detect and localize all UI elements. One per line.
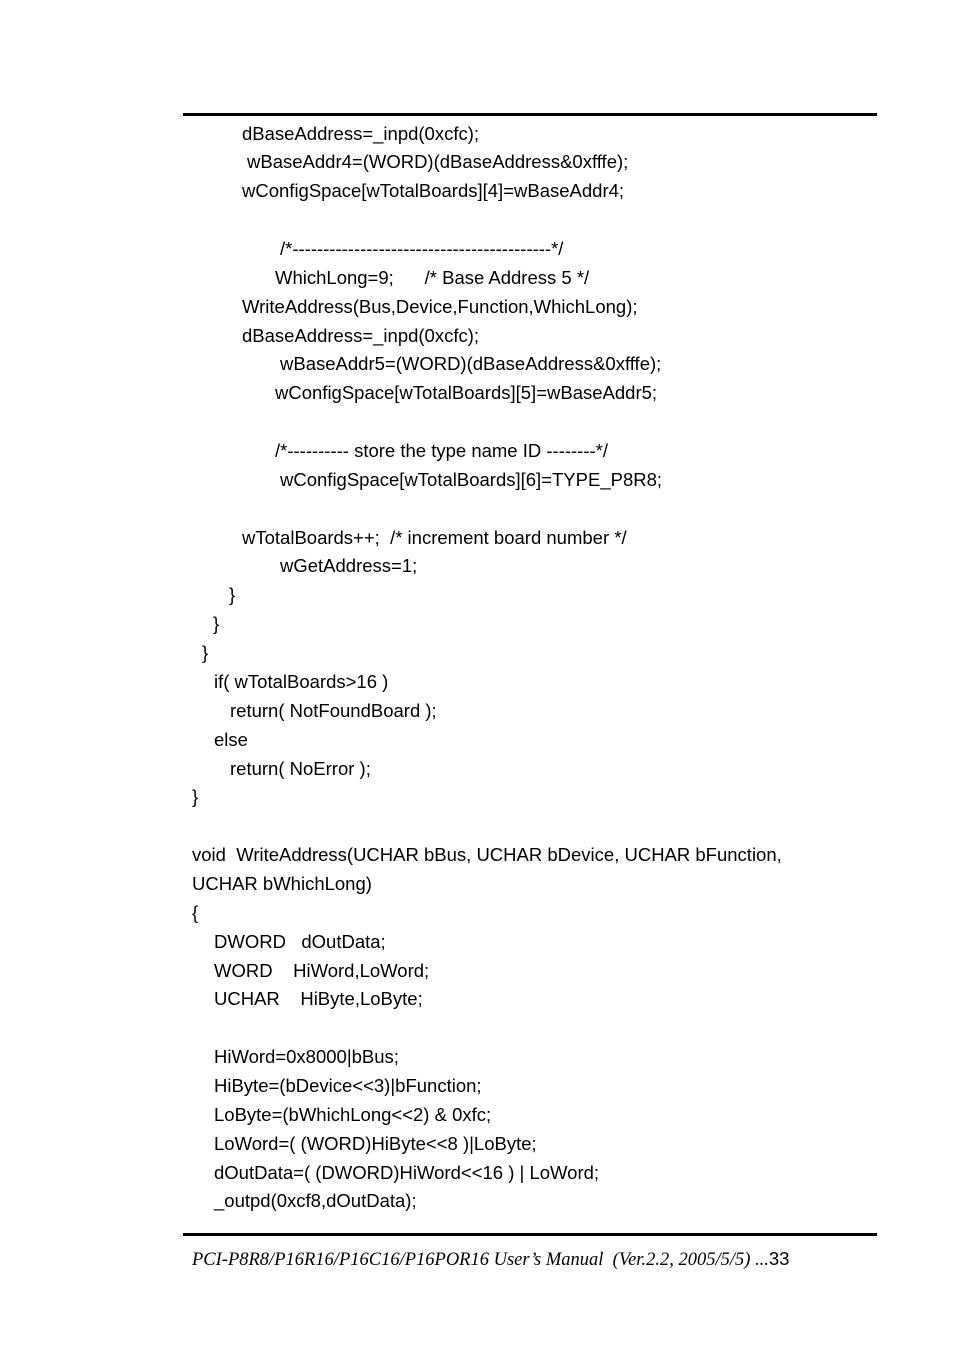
code-line: void WriteAddress(UCHAR bBus, UCHAR bDevice, UCHAR bFunction, (192, 844, 782, 865)
code-line: WriteAddress(Bus,Device,Function,WhichLong); (242, 296, 638, 317)
code-line: DWORD dOutData; (214, 931, 386, 952)
code-line: else (214, 729, 248, 750)
code-line: _outpd(0xcf8,dOutData); (214, 1190, 417, 1211)
code-line: wConfigSpace[wTotalBoards][6]=TYPE_P8R8; (280, 469, 663, 490)
code-line: return( NoError ); (230, 758, 371, 779)
code-line: LoWord=( (WORD)HiByte<<8 )|LoByte; (214, 1133, 537, 1154)
footer-rule (183, 1233, 877, 1236)
code-line: /*------------------------------------------*/ (280, 238, 564, 259)
code-line: } (229, 584, 236, 605)
code-line: wBaseAddr5=(WORD)(dBaseAddress&0xfffe); (280, 353, 662, 374)
code-line: UCHAR HiByte,LoByte; (214, 988, 423, 1009)
footer-title: PCI-P8R8/P16R16/P16C16/P16POR16 User’s Manual (Ver.2.2, 2005/5/5) ... (192, 1250, 769, 1270)
code-line: return( NotFoundBoard ); (230, 700, 437, 721)
code-line: HiWord=0x8000|bBus; (214, 1046, 399, 1067)
code-line: } (192, 786, 199, 807)
page-footer (192, 1248, 789, 1271)
code-line: WhichLong=9; /* Base Address 5 */ (275, 267, 590, 288)
code-line: wGetAddress=1; (280, 555, 418, 576)
code-line: HiByte=(bDevice<<3)|bFunction; (214, 1075, 482, 1096)
code-line: UCHAR bWhichLong) (192, 873, 372, 894)
code-line: dOutData=( (DWORD)HiWord<<16 ) | LoWord; (214, 1162, 600, 1183)
code-line: wConfigSpace[wTotalBoards][4]=wBaseAddr4; (242, 180, 625, 201)
page-number: 33 (768, 1248, 790, 1269)
code-line: wConfigSpace[wTotalBoards][5]=wBaseAddr5; (275, 382, 658, 403)
code-line: } (202, 642, 209, 663)
code-line: if( wTotalBoards>16 ) (214, 671, 389, 692)
code-line: } (213, 613, 220, 634)
code-line: { (192, 902, 199, 923)
code-line: wTotalBoards++; /* increment board number */ (242, 527, 627, 548)
code-line: LoByte=(bWhichLong<<2) & 0xfc; (214, 1104, 492, 1125)
header-rule (183, 113, 877, 116)
code-line: /*---------- store the type name ID --------*/ (275, 440, 608, 461)
code-line: wBaseAddr4=(WORD)(dBaseAddress&0xfffe); (247, 151, 629, 172)
code-line: dBaseAddress=_inpd(0xcfc); (242, 325, 480, 346)
code-line: dBaseAddress=_inpd(0xcfc); (242, 123, 480, 144)
code-line: WORD HiWord,LoWord; (214, 960, 430, 981)
